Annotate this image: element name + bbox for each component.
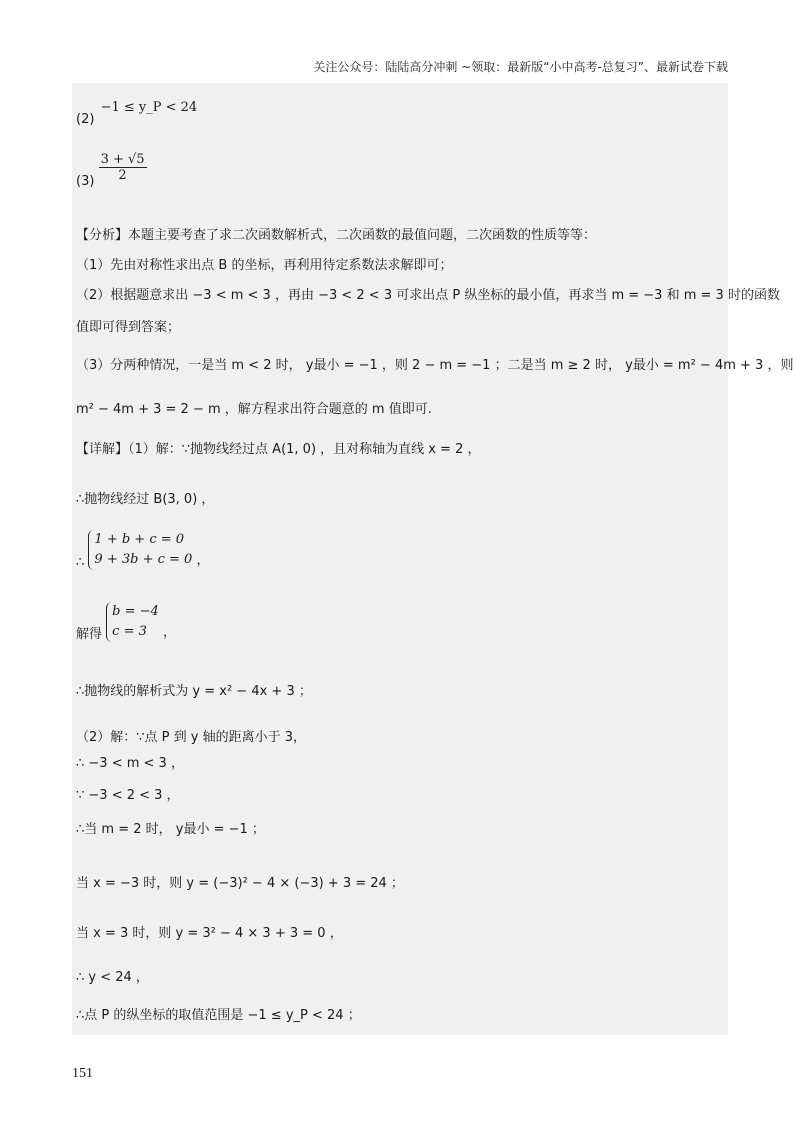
analysis-step-2-line-1: （2）根据题意求出 −3 < m < 3 ，再由 −3 < 2 < 3 可求出点 P 纵坐标的最小值，再求当 m = −3 和 m = 3 时的函数	[76, 288, 780, 303]
analysis-step-3-line-1: （3）分两种情况，一是当 m < 2 时， y最小 = −1 ，则 2 − m = −1 ；二是当 m ≥ 2 时， y最小 = m² − 4m + 3 ，则	[76, 358, 794, 373]
answer-3-fraction	[99, 152, 147, 183]
analysis-step-3-line-2: m² − 4m + 3 = 2 − m ，解方程求出符合题意的 m 值即可.	[76, 402, 432, 417]
detail-step-2: ∴抛物线经过 B(3, 0) ，	[76, 492, 215, 507]
solution-c: c = 3	[112, 624, 147, 639]
equation-1: 1 + b + c = 0	[94, 532, 185, 547]
equation-2: 9 + 3b + c = 0	[94, 552, 193, 567]
answer-2-label: (2)	[76, 112, 95, 127]
page-header: 关注公众号：陆陆高分冲刺 ~领取：最新版“小中高考-总复习”、最新试卷下载	[313, 60, 728, 74]
detail-step-10: 当 x = −3 时，则 y = (−3)² − 4 × (−3) + 3 = 24 ；	[76, 876, 404, 891]
detail-step-5: ∴抛物线的解析式为 y = x² − 4x + 3 ；	[76, 684, 312, 699]
page-number: 151	[72, 1066, 93, 1081]
answer-2-expression: −1 ≤ y_P < 24	[100, 100, 198, 115]
analysis-step-1: （1）先由对称性求出点 B 的坐标，再利用待定系数法求解即可；	[76, 258, 453, 273]
analysis-step-2-line-2: 值即可得到答案；	[76, 320, 181, 335]
solution-b: b = −4	[112, 604, 159, 619]
detail-step-7: ∴ −3 < m < 3 ，	[76, 756, 184, 771]
answer-3-numerator: 3 + √5	[100, 152, 145, 167]
equation-system-2	[106, 602, 159, 642]
answer-3-denominator: 2	[118, 168, 127, 183]
detail-step-8: ∵ −3 < 2 < 3 ，	[76, 788, 180, 803]
detail-step-3-prefix: ∴	[76, 554, 85, 570]
detail-step-4-prefix: 解得	[76, 626, 103, 642]
detail-step-4-suffix: ，	[162, 624, 176, 640]
detail-step-13: ∴点 P 的纵坐标的取值范围是 −1 ≤ y_P < 24 ；	[76, 1008, 361, 1023]
answer-2	[76, 100, 198, 127]
answer-3	[76, 152, 147, 189]
answer-3-label: (3)	[76, 174, 95, 189]
equation-system-1	[88, 530, 192, 570]
detail-step-3-suffix: ，	[196, 552, 210, 568]
detail-step-12: ∴ y < 24 ，	[76, 970, 149, 985]
detail-step-9: ∴当 m = 2 时， y最小 = −1 ；	[76, 822, 265, 837]
detail-step-1: 【详解】（1）解：∵抛物线经过点 A(1, 0) ，且对称轴为直线 x = 2 ，	[76, 442, 481, 457]
analysis-intro: 【分析】本题主要考查了求二次函数解析式，二次函数的最值问题，二次函数的性质等等：	[76, 228, 597, 243]
detail-step-11: 当 x = 3 时，则 y = 3² − 4 × 3 + 3 = 0 ，	[76, 926, 343, 941]
detail-step-3	[76, 530, 209, 570]
detail-step-4	[76, 602, 176, 642]
detail-step-6: （2）解：∵点 P 到 y 轴的距离小于 3，	[76, 730, 307, 745]
